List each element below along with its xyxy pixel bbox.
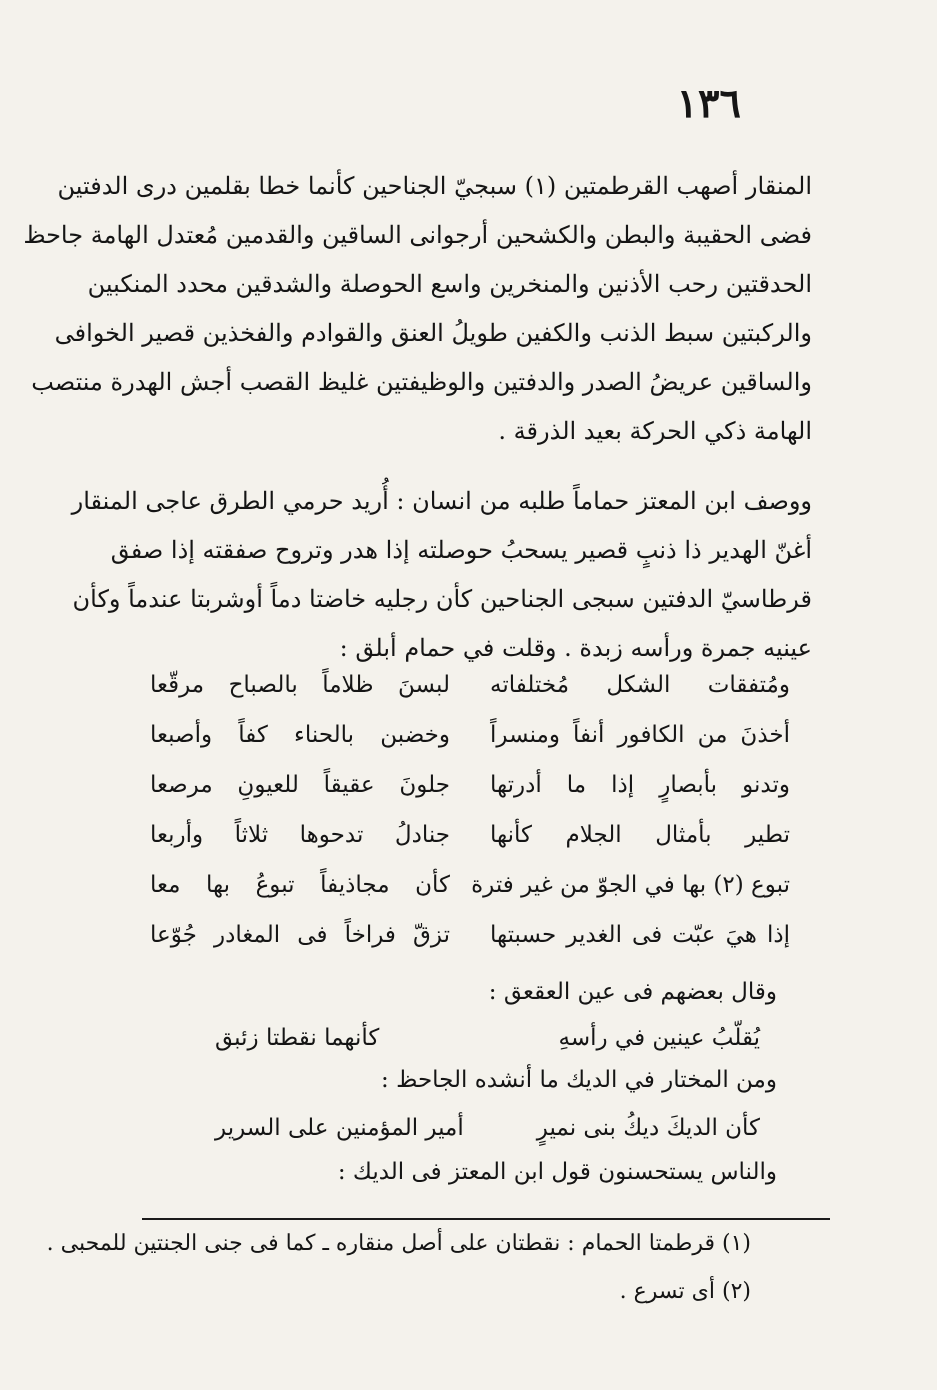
verse-first-hemistich: إذا هيَ عبّت فى الغدير حسبتها: [490, 922, 790, 948]
verse-first-hemistich: ومُتفقات الشكل مُختلفاته: [490, 672, 790, 698]
intro-rooster-ibn-al-mutazz: والناس يستحسنون قول ابن المعتز فى الديك :: [337, 1159, 777, 1185]
verse-second-hemistich: جلونَ عقيقاً للعيونِ مرصعا: [150, 772, 450, 798]
paragraph-line: أغنّ الهدير ذا ذنبٍ قصير يسحبُ حوصلته إذا هدر وتروح صفقته إذا صفق: [110, 536, 812, 564]
poem-verse: [150, 810, 790, 860]
verse-second-hemistich: وخضبن بالحناء كفاً وأصبعا: [150, 722, 450, 748]
footnote-divider: [142, 1218, 830, 1220]
footnote-1: (١) قرطمتا الحمام : نقطتان على أصل منقاره ـ كما فى جنى الجنتين للمحبى .: [46, 1231, 751, 1256]
paragraph-line: المنقار أصهب القرطمتين (١) سبجيّ الجناحين كأنما خطا بقلمين درى الدفتين: [57, 172, 812, 200]
verse-magpie-eye: [215, 1018, 760, 1058]
paragraph-line: الحدقتين رحب الأذنين والمنخرين واسع الحوصلة والشدقين محدد المنكبين: [87, 270, 812, 298]
poem-verse: [150, 910, 790, 960]
intro-rooster-jahiz: ومن المختار في الديك ما أنشده الجاحظ :: [381, 1067, 777, 1093]
verse-first-hemistich: تطير بأمثال الجلام كأنها: [490, 822, 790, 848]
verse-first-hemistich: يُقلّبُ عينين في رأسهِ: [558, 1025, 760, 1051]
paragraph-line: والركبتين سبط الذنب والكفين طويلُ العنق والقوادم والفخذين قصير الخوافى: [54, 319, 812, 347]
paragraph-ibn-al-mutazz: [71, 477, 812, 673]
verse-first-hemistich: وتدنو بأبصارٍ إذا ما أدرتها: [490, 772, 790, 798]
page-number: ١٣٦: [676, 80, 741, 127]
paragraph-line: قرطاسيّ الدفتين سبجى الجناحين كأن رجليه خاضتا دماً أوشربتا عندماً وكأن: [72, 585, 812, 613]
verse-second-hemistich: تزقّ فراخاً فى المغادر جُوّعا: [150, 922, 450, 948]
verse-first-hemistich: أخذنَ من الكافور أنفاً ومنسراً: [490, 722, 790, 748]
verse-second-hemistich: أمير المؤمنين على السرير: [215, 1115, 464, 1141]
footnote-2: (٢) أى تسرع .: [619, 1279, 751, 1304]
verse-first-hemistich: تبوع (٢) بها في الجوّ من غير فترة: [471, 872, 790, 898]
paragraph-line: فضى الحقيبة والبطن والكشحين أرجوانى الساقين والقدمين مُعتدل الهامة جاحظ: [23, 221, 812, 249]
verse-second-hemistich: جنادلُ تدحوها ثلاثاً وأربعا: [150, 822, 450, 848]
verse-first-hemistich: كأن الديكَ ديكُ بنى نميرٍ: [536, 1115, 760, 1141]
poem-verse: [150, 660, 790, 710]
poem-verse: [150, 860, 790, 910]
poem-verse: [150, 760, 790, 810]
intro-magpie-eye: وقال بعضهم فى عين العقعق :: [488, 979, 777, 1005]
poem-piebald-pigeon: [150, 660, 790, 960]
paragraph-pigeon-description: [23, 162, 812, 456]
verse-second-hemistich: كأنهما نقطتا زئبق: [215, 1025, 380, 1051]
paragraph-line: ووصف ابن المعتز حماماً طلبه من انسان : أُريد حرمي الطرق عاجى المنقار: [71, 487, 812, 515]
paragraph-line: عينيه جمرة ورأسه زبدة . وقلت في حمام أبلق :: [339, 634, 812, 662]
verse-rooster: [215, 1108, 760, 1148]
verse-second-hemistich: لبسنَ ظلاماً بالصباح مرقّعا: [150, 672, 450, 698]
paragraph-line: الهامة ذكي الحركة بعيد الذرقة .: [498, 417, 812, 445]
poem-verse: [150, 710, 790, 760]
paragraph-line: والساقين عريضُ الصدر والدفتين والوظيفتين غليظ القصب أجش الهدرة منتصب: [31, 368, 812, 396]
verse-second-hemistich: كأن مجاذيفاً تبوعُ بها معا: [150, 872, 450, 898]
